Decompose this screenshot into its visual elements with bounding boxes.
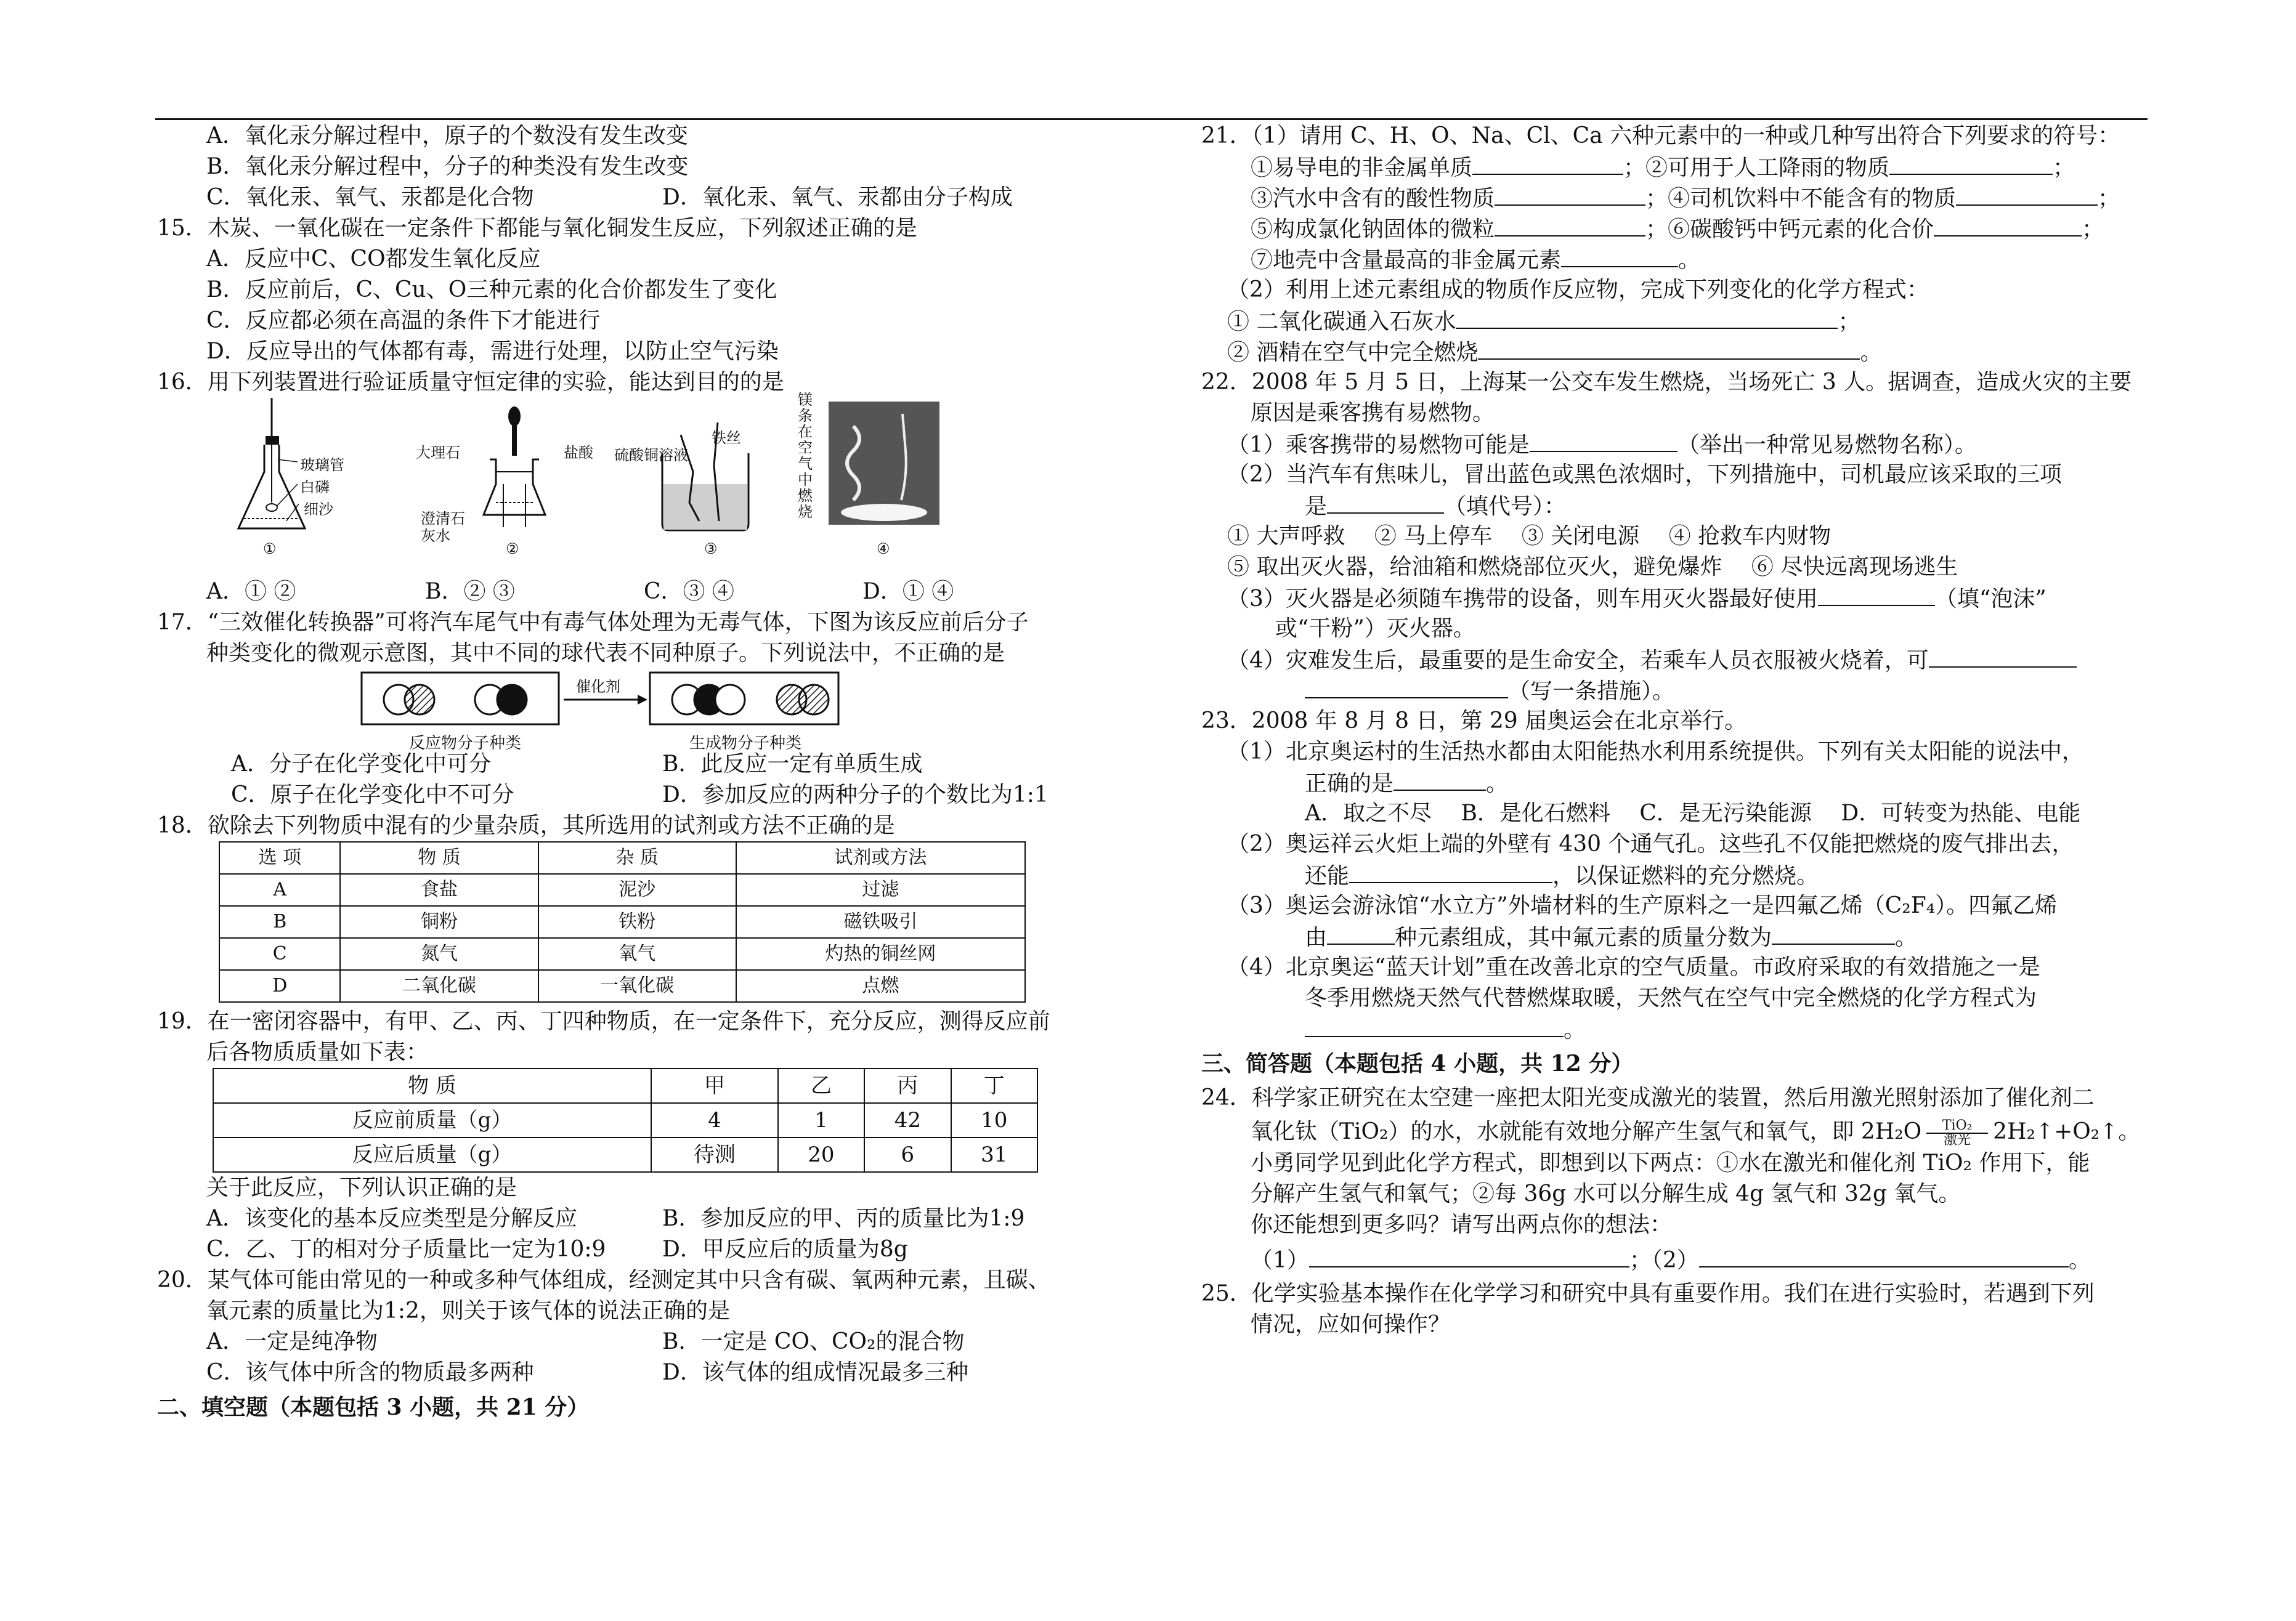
table-cell: 一氧化碳 [538, 970, 736, 1002]
figure-3-number: ③ [704, 540, 718, 557]
answer-blank[interactable] [1818, 583, 1935, 606]
q16-option-d[interactable]: D．① ④ [862, 579, 954, 604]
figure-1-number: ① [263, 540, 277, 557]
q14-option-d[interactable]: D．氧化汞、氧气、汞都由分子构成 [662, 185, 1013, 210]
table-cell: 二氧化碳 [340, 970, 538, 1002]
q17-stem-2: 种类变化的微观示意图，其中不同的球代表不同种原子。下列说法中，不正确的是 [206, 641, 1005, 666]
q21-eq-2 [1201, 336, 2144, 367]
reaction-condition [1926, 1119, 1988, 1147]
q16-stem: 16．用下列装置进行验证质量守恒定律的实验，能达到目的的是 [157, 370, 784, 395]
q19-option-d[interactable]: D．甲反应后的质量为8g [662, 1237, 908, 1262]
answer-blank[interactable] [1327, 921, 1395, 945]
q19-stem-1: 19．在一密闭容器中，有甲、乙、丙、丁四种物质，在一定条件下，充分反应，测得反应前 [157, 1009, 1050, 1034]
q22-stem-1: 22．2008 年 5 月 5 日，上海某一公交车发生燃烧，当场死亡 3 人。据调查，造成火灾的主要 [1201, 370, 2132, 395]
q22-p3-hint: （填“泡沫” [1934, 586, 2047, 612]
q17-option-d[interactable]: D．参加反应的两种分子的个数比为1:1 [662, 782, 1049, 807]
q14-option-b[interactable]: B．氧化汞分解过程中，分子的种类没有发生改变 [206, 154, 689, 179]
table-cell: 泥沙 [538, 874, 736, 906]
hcl-label: 盐酸 [564, 444, 593, 461]
answer-blank[interactable] [1495, 213, 1645, 236]
q14-options-cd [157, 182, 1124, 213]
q21-row-1 [1201, 152, 2144, 182]
q16-options [157, 576, 1124, 607]
answer-blank[interactable] [1530, 429, 1677, 452]
answer-blank[interactable] [1889, 152, 2053, 175]
q23-part-4b: 冬季用燃烧天然气代替燃煤取暖，天然气在空气中完全燃烧的化学方程式为 [1305, 985, 2037, 1011]
table-row [219, 874, 1025, 906]
table-cell: 31 [951, 1138, 1037, 1172]
q15-option-a[interactable]: A．反应中C、CO都发生氧化反应 [206, 246, 541, 272]
magnesium-burning-figure [829, 402, 939, 525]
iron-wire-label: 铁丝 [712, 429, 741, 447]
table-cell: B [219, 906, 340, 938]
q21-label-1: ①易导电的非金属单质 [1251, 155, 1473, 180]
q17-option-c[interactable]: C．原子在化学变化中不可分 [231, 782, 514, 807]
q22-p4-hint: （写一条措施）。 [1508, 679, 1675, 704]
q22-part-2b [1201, 490, 2144, 521]
left-column [157, 121, 1124, 1423]
white-phosphorus-label: 白磷 [300, 479, 330, 496]
q21-row-4 [1201, 244, 2144, 275]
marble-hcl-figure [453, 398, 576, 546]
figure-2-number: ② [506, 540, 519, 557]
marble-label: 大理石 [416, 444, 460, 461]
table-row [219, 970, 1025, 1002]
q23-part-1: （1）北京奥运村的生活热水都由太阳能热水利用系统提供。下列有关太阳能的说法中， [1227, 739, 2084, 764]
answer-blank[interactable] [1956, 182, 2098, 206]
table-header: 物 质 [340, 842, 538, 874]
q20-option-b[interactable]: B．一定是 CO、CO₂的混合物 [662, 1329, 965, 1354]
q24-line-1: 24．科学家正研究在太空建一座把太阳光变成激光的装置，然后用激光照射添加了催化剂二 [1201, 1085, 2095, 1110]
q21-label-2: ；②可用于人工降雨的物质 [1623, 155, 1890, 180]
q24-line-4: 分解产生氢气和氧气；②每 36g 水可以分解生成 4g 氢气和 32g 氧气。 [1251, 1181, 1961, 1207]
table-cell: 点燃 [736, 970, 1025, 1002]
q21-stem: 21．（1）请用 C、H、O、Na、Cl、Ca 六种元素中的一种或几种写出符合下列要求的符号： [1201, 123, 2120, 148]
q21-semi: ； [2053, 155, 2075, 180]
q23-stem: 23．2008 年 8 月 8 日，第 29 届奥运会在北京举行。 [1201, 708, 1747, 734]
q22-part-4b [1201, 675, 2144, 706]
answer-blank[interactable] [1472, 152, 1623, 175]
table-header: 乙 [778, 1069, 864, 1103]
answer-blank[interactable] [1393, 767, 1486, 791]
q17-options-cd [157, 780, 1124, 810]
table-cell: 铜粉 [340, 906, 538, 938]
answer-blank[interactable] [1929, 644, 2077, 668]
q18-table [219, 841, 1026, 1003]
table-cell: 反应后质量（g） [213, 1138, 651, 1172]
table-header: 试剂或方法 [736, 842, 1025, 874]
q20-option-c[interactable]: C．该气体中所含的物质最多两种 [206, 1360, 534, 1385]
table-cell: A [219, 874, 340, 906]
q20-stem-2: 氧元素的质量比为1:2，则关于该气体的说法正确的是 [206, 1298, 730, 1324]
q23-part-3: （3）奥运会游泳馆“水立方”外墙材料的生产原料之一是四氟乙烯（C₂F₄）。四氟乙烯 [1227, 893, 2058, 918]
q23-p2-text: 还能 [1305, 863, 1350, 889]
table-row [219, 938, 1025, 970]
q23-part-2: （2）奥运祥云火炬上端的外壁有 430 个通气孔。这些孔不仅能把燃烧的废气排出去， [1227, 831, 2074, 857]
q21-label-4: ；④司机饮料中不能含有的物质 [1645, 186, 1957, 211]
q19-option-a[interactable]: A．该变化的基本反应类型是分解反应 [206, 1206, 577, 1231]
q25-line-1: 25．化学实验基本操作在化学学习和研究中具有重要作用。我们在进行实验时，若遇到下列 [1201, 1281, 2095, 1306]
q15-stem: 15．木炭、一氧化碳在一定条件下都能与氧化铜发生反应，下列叙述正确的是 [157, 216, 917, 241]
q19-table [213, 1068, 1038, 1173]
q19-option-b[interactable]: B．参加反应的甲、丙的质量比为1:9 [662, 1206, 1025, 1231]
q24-products: 2H₂↑+O₂↑。 [1993, 1119, 2141, 1144]
q20-options-ab [157, 1327, 1124, 1357]
q19-option-c[interactable]: C．乙、丁的相对分子质量比一定为10:9 [206, 1237, 606, 1262]
answer-blank[interactable] [1495, 182, 1645, 206]
q15-option-b[interactable]: B．反应前后，C、Cu、O三种元素的化合价都发生了变化 [206, 277, 777, 302]
q22-part-2: （2）当汽车有焦味儿，冒出蓝色或黑色浓烟时，下列措施中，司机最应该采取的三项 [1227, 462, 2062, 487]
table-header: 丁 [951, 1069, 1037, 1103]
q24-line-3: 小勇同学见到此化学方程式，即想到以下两点：①水在激光和催化剂 TiO₂ 作用下，能 [1251, 1150, 2090, 1176]
q23-part-3b [1201, 921, 2144, 952]
q23-part-1-options[interactable]: A．取之不尽 B．是化石燃料 C．是无污染能源 D．可转变为热能、电能 [1305, 801, 2081, 826]
table-header: 物 质 [213, 1069, 651, 1103]
header-rule [155, 118, 2148, 120]
q14-option-a[interactable]: A．氧化汞分解过程中，原子的个数没有发生改变 [206, 123, 688, 148]
q20-option-a[interactable]: A．一定是纯净物 [206, 1329, 378, 1354]
figure-4-number: ④ [877, 540, 890, 557]
table-cell: 过滤 [736, 874, 1025, 906]
condition-catalyst: TiO₂ [1926, 1119, 1988, 1134]
q17-molecule-diagram [157, 669, 1124, 753]
q24-line-6 [1201, 1244, 2144, 1275]
q22-part-3 [1201, 583, 2144, 613]
table-cell: 氧气 [538, 938, 736, 970]
q24-line-2 [1201, 1114, 2144, 1148]
q25-line-2: 情况，应如何操作？ [1251, 1312, 1451, 1337]
q18-stem: 18．欲除去下列物质中混有的少量杂质，其所选用的试剂或方法不正确的是 [157, 813, 895, 838]
q22-p1-hint: （举出一种常见易燃物名称）。 [1677, 432, 1977, 458]
table-header-row [219, 842, 1025, 874]
table-row [213, 1138, 1037, 1172]
table-header: 选 项 [219, 842, 340, 874]
q21-period: 。 [1860, 340, 1883, 365]
answer-blank[interactable] [1561, 244, 1678, 267]
q20-option-d[interactable]: D．该气体的组成情况最多三种 [662, 1360, 968, 1385]
q22-p2-text: 是 [1305, 494, 1328, 519]
answer-blank[interactable] [1478, 336, 1860, 360]
q21-period: 。 [1678, 248, 1701, 273]
table-cell: 待测 [651, 1138, 778, 1172]
q21-label-5: ⑤构成氯化钠固体的微粒 [1251, 217, 1495, 242]
q16-figures [157, 391, 1124, 576]
q23-part-4c [1201, 1014, 2144, 1045]
q21-label-6: ；⑥碳酸钙中钙元素的化合价 [1645, 217, 1934, 242]
q24-blank-2-label: ；（2） [1629, 1248, 1699, 1273]
table-row [213, 1103, 1037, 1138]
q22-p2-hint: （填代号）： [1444, 494, 1567, 519]
right-column [1201, 121, 2144, 1340]
q15-option-d[interactable]: D．反应导出的气体都有毒，需进行处理，以防止空气污染 [206, 339, 779, 364]
q22-part-1 [1201, 429, 2144, 459]
q14-option-c[interactable]: C．氧化汞、氧气、汞都是化合物 [206, 185, 534, 210]
table-cell: 磁铁吸引 [736, 906, 1025, 938]
glass-tube-label: 玻璃管 [300, 456, 344, 474]
q23-part-2b [1201, 860, 2144, 891]
q17-options-ab [157, 749, 1124, 780]
table-row [219, 906, 1025, 938]
table-header-row [213, 1069, 1037, 1103]
q22-part-4 [1201, 644, 2144, 675]
q24-line-5: 你还能想到更多吗？请写出两点你的想法： [1251, 1212, 1673, 1237]
q22-p3-text: （3）灭火器是必须随车携带的设备，则车用灭火器最好使用 [1227, 586, 1818, 612]
q22-measures-1: ① 大声呼救 ② 马上停车 ③ 关闭电源 ④ 抢救车内财物 [1227, 523, 1832, 549]
q17-option-a[interactable]: A．分子在化学变化中可分 [231, 751, 491, 777]
magnesium-caption: 镁条在空气中燃烧 [798, 391, 813, 520]
q15-option-c[interactable]: C．反应都必须在高温的条件下才能进行 [206, 308, 601, 333]
q21-semi: ； [2098, 186, 2120, 211]
answer-blank[interactable] [1699, 1244, 2069, 1267]
table-cell: 4 [651, 1103, 778, 1138]
table-cell: 食盐 [340, 874, 538, 906]
q24-blank-1-label: （1） [1251, 1248, 1309, 1273]
q21-eq2-label: ② 酒精在空气中完全燃烧 [1227, 340, 1479, 365]
q21-semi: ； [2082, 217, 2104, 242]
q21-row-2 [1201, 182, 2144, 213]
answer-blank[interactable] [1305, 1014, 1564, 1037]
answer-blank[interactable] [1305, 675, 1508, 698]
q23-period: 。 [1895, 925, 1918, 950]
q24-period: 。 [2068, 1248, 2091, 1273]
q23-p3-text-2: 种元素组成，其中氟元素的质量分数为 [1395, 925, 1772, 950]
table-cell: 灼热的铜丝网 [736, 938, 1025, 970]
product-caption: 生成物分子种类 [689, 734, 801, 753]
q22-p4-text: （4）灾难发生后，最重要的是生命安全，若乘车人员衣服被火烧着，可 [1227, 648, 1929, 673]
section-3-heading: 三、简答题（本题包括 4 小题，共 12 分） [1201, 1051, 1634, 1077]
table-cell: C [219, 938, 340, 970]
q22-stem-2: 原因是乘客携有易燃物。 [1251, 400, 1495, 426]
q19-stem-2: 后各物质质量如下表： [206, 1040, 429, 1065]
table-cell: D [219, 970, 340, 1002]
table-header: 甲 [651, 1069, 778, 1103]
q21-label-7: ⑦地壳中含量最高的非金属元素 [1251, 248, 1562, 273]
q22-p1-text: （1）乘客携带的易燃物可能是 [1227, 432, 1530, 458]
limewater-label: 澄清石灰水 [421, 510, 465, 544]
table-header: 杂 质 [538, 842, 736, 874]
q16-option-b[interactable]: B．② ③ [425, 579, 515, 604]
answer-blank[interactable] [1309, 1244, 1629, 1267]
condition-laser: 激光 [1944, 1133, 1971, 1148]
catalyst-label: 催化剂 [576, 678, 620, 695]
q19-after: 关于此反应，下列认识正确的是 [206, 1175, 517, 1200]
answer-blank[interactable] [1772, 921, 1895, 945]
q21-semi: ； [1838, 309, 1860, 334]
q20-stem-1: 20．某气体可能由常见的一种或多种气体组成，经测定其中只含有碳、氧两种元素，且碳、 [157, 1267, 1050, 1293]
answer-blank[interactable] [1327, 490, 1444, 514]
q23-p3-text: 由 [1305, 925, 1328, 950]
q23-period: 。 [1564, 1017, 1586, 1043]
table-cell: 6 [864, 1138, 951, 1172]
q21-row-3 [1201, 213, 2144, 244]
q23-p2-hint: ，以保证燃料的充分燃烧。 [1552, 863, 1819, 889]
table-cell: 氮气 [340, 938, 538, 970]
answer-blank[interactable] [1456, 305, 1838, 329]
q19-options-cd [157, 1234, 1124, 1265]
q20-options-cd [157, 1357, 1124, 1388]
q21-eq1-label: ① 二氧化碳通入石灰水 [1227, 309, 1456, 334]
table-cell: 10 [951, 1103, 1037, 1138]
q23-p1-text: 正确的是 [1305, 771, 1394, 796]
q23-part-1b [1201, 767, 2144, 798]
q24-text: 氧化钛（TiO₂）的水，水就能有效地分解产生氢气和氧气，即 2H₂O [1251, 1119, 1922, 1144]
q22-part-3b: 或“干粉”）灭火器。 [1275, 616, 1475, 641]
q17-stem-1: 17．“三效催化转换器”可将汽车尾气中有毒气体处理为无毒气体，下图为该反应前后分子 [157, 610, 1029, 635]
table-cell: 铁粉 [538, 906, 736, 938]
cuso4-label: 硫酸铜溶液 [614, 447, 688, 464]
answer-blank[interactable] [1934, 213, 2082, 236]
q16-option-a[interactable]: A．① ② [206, 579, 296, 604]
section-2-heading: 二、填空题（本题包括 3 小题，共 21 分） [157, 1394, 590, 1420]
table-cell: 反应前质量（g） [213, 1103, 651, 1138]
q21-eq-1 [1201, 305, 2144, 336]
q16-option-c[interactable]: C．③ ④ [644, 579, 734, 604]
q19-options-ab [157, 1203, 1124, 1234]
table-cell: 42 [864, 1103, 951, 1138]
table-cell: 1 [778, 1103, 864, 1138]
q21-part-2: （2）利用上述元素组成的物质作反应物，完成下列变化的化学方程式： [1227, 277, 1929, 302]
q23-part-4: （4）北京奥运“蓝天计划”重在改善北京的空气质量。市政府采取的有效措施之一是 [1227, 955, 2040, 980]
answer-blank[interactable] [1349, 860, 1552, 883]
table-header: 丙 [864, 1069, 951, 1103]
table-cell: 20 [778, 1138, 864, 1172]
q22-measures-2: ⑤ 取出灭火器，给油箱和燃烧部位灭火，避免爆炸 ⑥ 尽快远离现场逃生 [1227, 554, 1958, 580]
q21-label-3: ③汽水中含有的酸性物质 [1251, 186, 1495, 211]
q23-period: 。 [1486, 771, 1509, 796]
reactant-caption: 反应物分子种类 [408, 734, 521, 753]
q17-option-b[interactable]: B．此反应一定有单质生成 [662, 751, 923, 777]
sand-label: 细沙 [304, 501, 333, 518]
